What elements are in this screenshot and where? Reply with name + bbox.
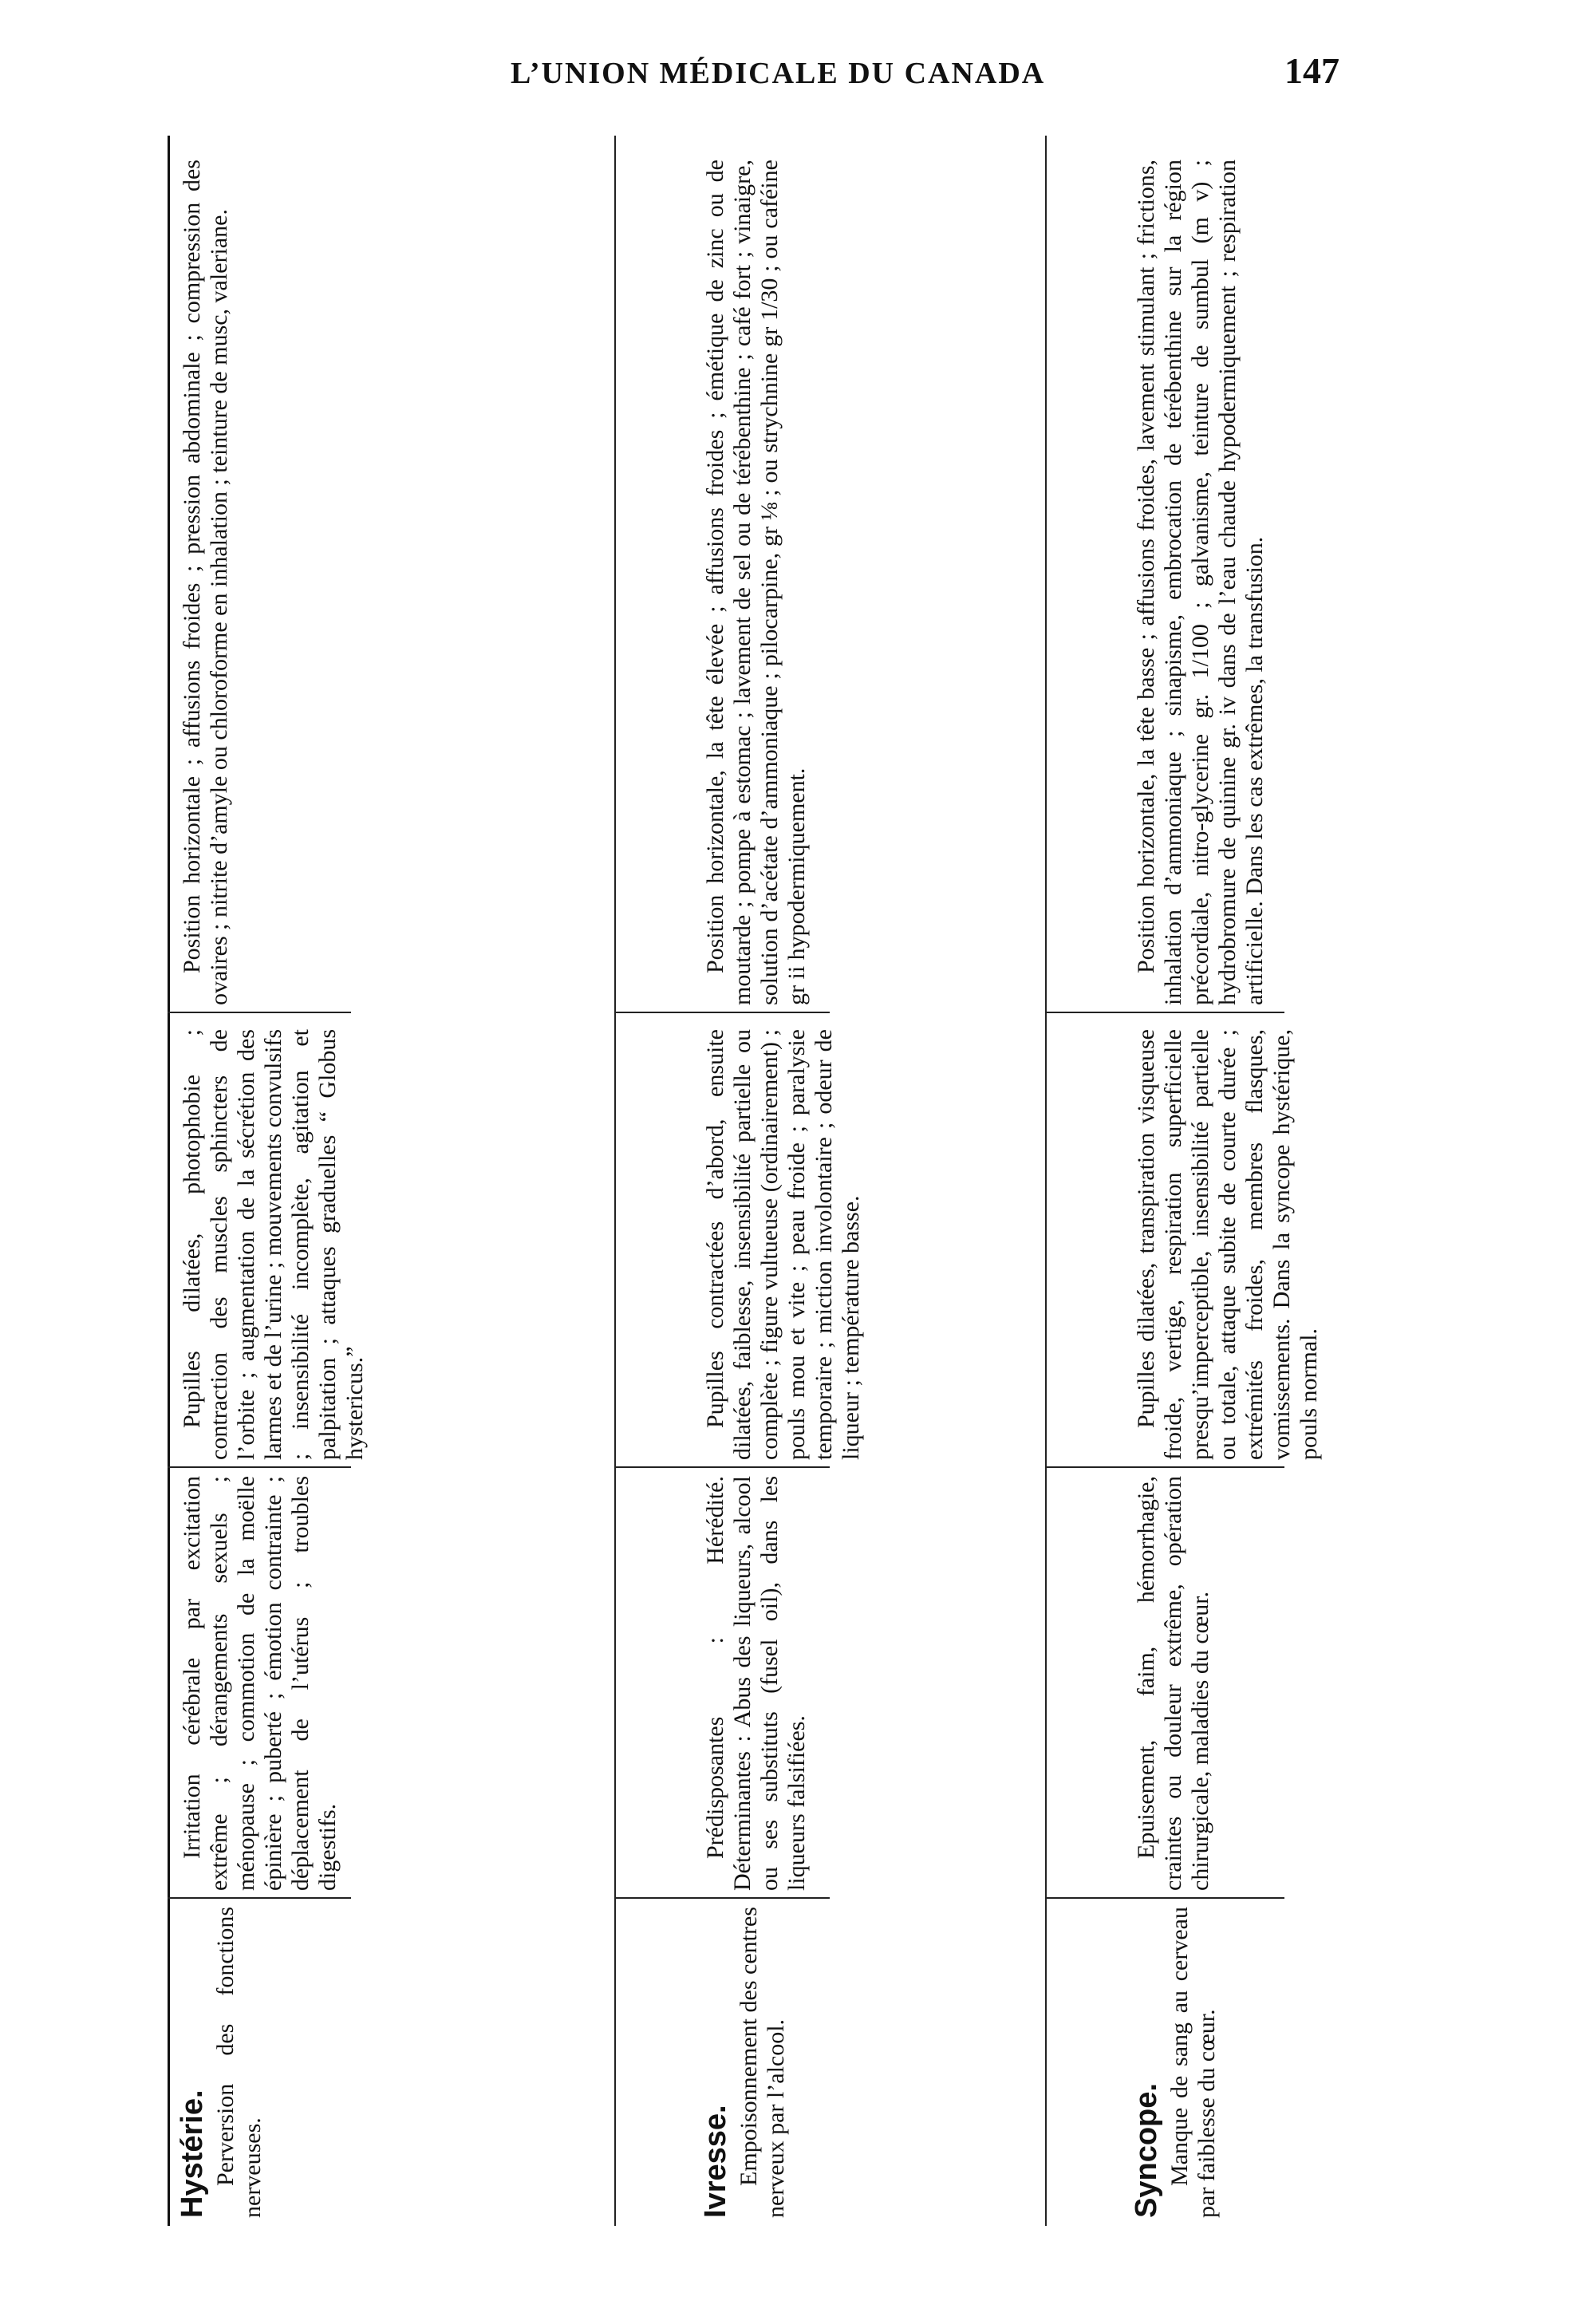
treatment-cell xyxy=(702,160,811,1005)
disease-definition: Manque de sang au cerveau par faiblesse du cœur. xyxy=(1166,1907,1220,2218)
column-divider xyxy=(168,1012,351,1013)
symptoms-cell xyxy=(1133,1029,1323,1460)
running-title: L’UNION MÉDICALE DU CANADA xyxy=(511,57,1046,90)
row-separator xyxy=(614,136,616,2226)
causes-cell xyxy=(702,1476,811,1891)
disease-definition: Perversion des fonctions nerveuses. xyxy=(212,1907,266,2218)
treatment-text: Position horizontale, la tête basse ; affusions froides, lavement stimulant ; frictions, inhalation d’ammoniaque ; sinapisme, embrocation de térébenthine sur la région précordiale, nitro-glycerine gr. 1/100 ; galvanisme, teinture de sumbul (m v) ; hydrobromure de quinine gr. iv dans de l’eau chaude hypodermiquement ; respiration artificielle. Dans les cas extrêmes, la transfusion. xyxy=(1133,160,1268,1005)
disease-cell xyxy=(1130,1907,1221,2218)
causes-text: Irritation cérébrale par excitation extrême ; dérangements sexuels ; ménopause ; commotion de la moëlle épinière ; puberté ; émotion contrainte ; déplacement de l’utérus ; troubles digestifs. xyxy=(179,1476,341,1891)
page-number: 147 xyxy=(1284,50,1339,91)
rotated-table xyxy=(168,136,1364,2226)
causes-cell xyxy=(1133,1476,1214,1891)
column-divider xyxy=(168,1897,351,1899)
causes-cell xyxy=(179,1476,341,1891)
symptoms-text: Pupilles dilatées, transpiration visqueuse froide, vertige, respiration superficielle presqu’imperceptible, insensibilité partielle ou totale, attaque subite de courte durée ; extrémités froides, membres flasques, vomissements. Dans la syncope hystérique, pouls normal. xyxy=(1133,1029,1322,1460)
column-divider xyxy=(614,1012,830,1013)
table-row-hysterie xyxy=(168,136,566,2226)
symptoms-text: Pupilles contractées d’abord, ensuite dilatées, faiblesse, insensibilité partielle ou complète ; figure vultueuse (ordinairement) ; pouls mou et vite ; peau froide ; paralysie temporaire ; miction involontaire ; odeur de liqueur ; température basse. xyxy=(702,1029,864,1460)
disease-cell xyxy=(699,1907,790,2218)
column-divider xyxy=(614,1897,830,1899)
column-divider xyxy=(614,1466,830,1468)
treatment-cell xyxy=(179,160,233,1005)
table-row-syncope xyxy=(1045,136,1364,2226)
column-divider xyxy=(1045,1897,1284,1899)
causes-text: Epuisement, faim, hémorrhagie, craintes ou douleur extrême, opération chirurgicale, maladies du cœur. xyxy=(1133,1476,1213,1891)
treatment-cell xyxy=(1133,160,1268,1005)
page-header xyxy=(0,49,1586,105)
disease-definition: Empoisonnement des centres nerveux par l’alcool. xyxy=(736,1907,789,2218)
symptoms-cell xyxy=(179,1029,369,1460)
causes-text: Prédisposantes : Hérédité. Déterminantes : Abus des liqueurs, alcool ou ses substituts (fusel oil), dans les liqueurs falsifiées. xyxy=(702,1476,810,1891)
disease-name: Syncope. xyxy=(1130,2083,1163,2218)
treatment-text: Position horizontale, la tête élevée ; affusions froides ; émétique de zinc ou de moutarde ; pompe à estomac ; lavement de sel ou de térébenthine ; café fort ; vinaigre, solution d’acétate d’ammoniaque ; pilocarpine, gr ⅛ ; ou strychnine gr 1/30 ; ou caféine gr ii hypodermiquement. xyxy=(702,160,810,1005)
column-divider xyxy=(1045,1466,1284,1468)
disease-cell xyxy=(176,1907,266,2218)
treatment-text: Position horizontale ; affusions froides ; pression abdominale ; compression des ovaires ; nitrite d’amyle ou chloroforme en inhalation ; teinture de musc, valeriane. xyxy=(179,160,232,1005)
symptoms-cell xyxy=(702,1029,865,1460)
symptoms-text: Pupilles dilatées, photophobie ; contraction des muscles sphincters de l’orbite ; augmentation de la sécrétion des larmes et de l’urine ; mouvements convulsifs ; insensibilité incomplète, agitation et palpitation ; attaques graduelles “ Globus hystericus.” xyxy=(179,1029,368,1460)
column-divider xyxy=(168,1466,351,1468)
disease-name: Hystérie. xyxy=(176,2089,209,2218)
column-divider xyxy=(1045,1012,1284,1013)
row-separator xyxy=(1045,136,1047,2226)
disease-name: Ivresse. xyxy=(699,2105,732,2218)
table-row-ivresse xyxy=(614,136,997,2226)
